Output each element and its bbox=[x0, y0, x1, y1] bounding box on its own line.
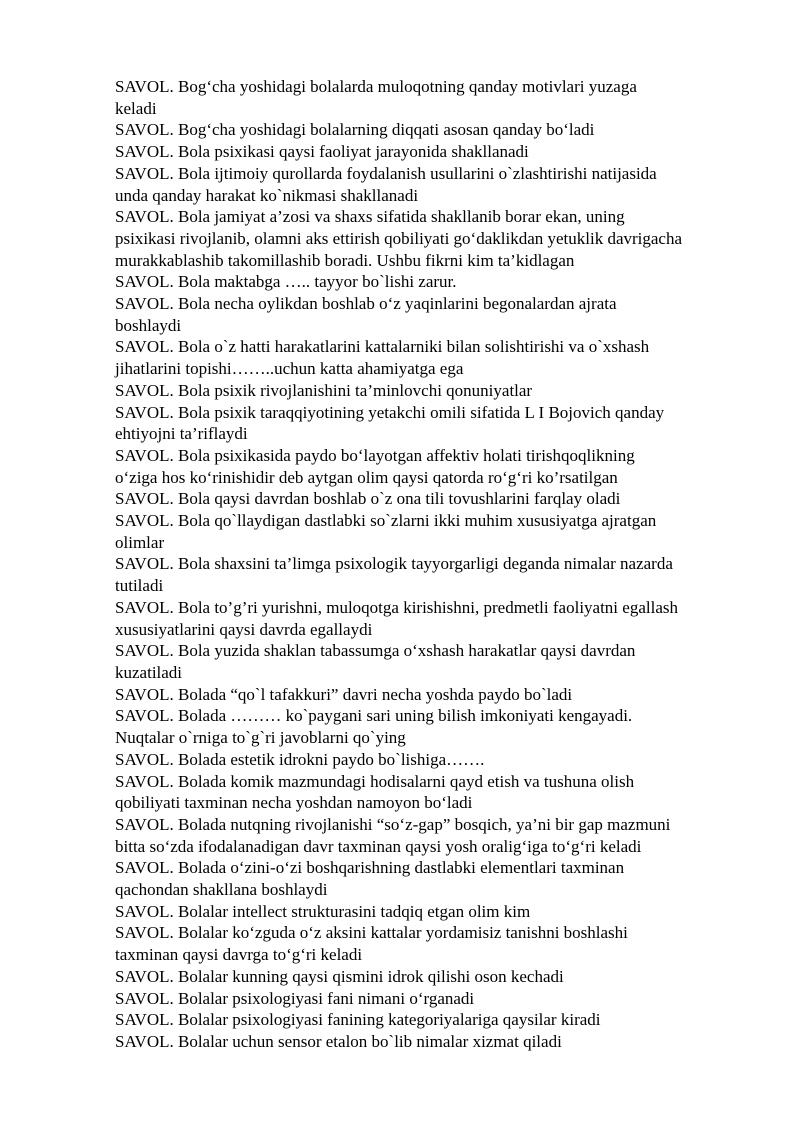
question-text-line: SAVOL. Bola ijtimoiy qurollarda foydalanish usullarini o`zlashtirishi natijasida bbox=[115, 163, 657, 183]
question-text-line: murakkablashib takomillashib boradi. Ushbu fikrni kim ta’kidlagan bbox=[115, 250, 575, 270]
question-text-line: boshlaydi bbox=[115, 315, 182, 335]
question-text-line: SAVOL. Bolada o‘zini-o‘zi boshqarishning dastlabki elementlari taxminan bbox=[115, 858, 625, 878]
question-text-line: SAVOL. Bola jamiyat a’zosi va shaxs sifatida shakllanib borar ekan, uning bbox=[115, 207, 625, 227]
question-text-line: ehtiyojni ta’riflaydi bbox=[115, 424, 248, 444]
question-text-line: qachondan shakllana boshlaydi bbox=[115, 880, 328, 900]
question-text-line: unda qanday harakat ko`nikmasi shakllanadi bbox=[115, 185, 419, 205]
question-text-line: Nuqtalar o`rniga to`g`ri javoblarni qo`ying bbox=[115, 728, 406, 748]
question-text-line: SAVOL. Bolalar uchun sensor etalon bo`lib nimalar xizmat qiladi bbox=[115, 1031, 562, 1051]
question-text-line: keladi bbox=[115, 98, 157, 118]
question-text-line: SAVOL. Bolada nutqning rivojlanishi “so‘z-gap” bosqich, ya’ni bir gap mazmuni bbox=[115, 814, 671, 834]
question-text-line: SAVOL. Bola yuzida shaklan tabassumga o‘xshash harakatlar qaysi davrdan bbox=[115, 641, 636, 661]
question-text-line: SAVOL. Bola shaxsini ta’limga psixologik tayyorgarligi deganda nimalar nazarda bbox=[115, 554, 673, 574]
question-text-line: jihatlarini topishi……..uchun katta ahamiyatga ega bbox=[115, 359, 464, 379]
question-text-line: SAVOL. Bola to’g’ri yurishni, muloqotga kirishishni, predmetli faoliyatni egallash bbox=[115, 597, 678, 617]
question-text-line: tutiladi bbox=[115, 576, 164, 596]
question-text-line: psixikasi rivojlanib, olamni aks ettirish qobiliyati go‘daklikdan yetuklik davrigacha bbox=[115, 228, 683, 248]
question-text-line: SAVOL. Bolalar ko‘zguda o‘z aksini kattalar yordamisiz tanishni boshlashi bbox=[115, 923, 628, 943]
question-text-line: qobiliyati taxminan necha yoshdan namoyon bo‘ladi bbox=[115, 793, 473, 813]
question-list bbox=[115, 76, 745, 1053]
question-text-line: SAVOL. Bola psixikasida paydo bo‘layotgan affektiv holati tirishqoqlikning bbox=[115, 445, 635, 465]
question-text-line: SAVOL. Bola necha oylikdan boshlab o‘z yaqinlarini begonalardan ajrata bbox=[115, 294, 617, 314]
question-text-line: SAVOL. Bolada estetik idrokni paydo bo`lishiga……. bbox=[115, 749, 485, 769]
question-text-line: SAVOL. Bola maktabga ….. tayyor bo`lishi zarur. bbox=[115, 272, 457, 292]
question-text-line: SAVOL. Bola o`z hatti harakatlarini kattalarniki bilan solishtirishi va o`xshash bbox=[115, 337, 650, 357]
question-text-line: SAVOL. Bolalar kunning qaysi qismini idrok qilishi oson kechadi bbox=[115, 966, 564, 986]
question-text-line: bitta so‘zda ifodalanadigan davr taxminan qaysi yosh oralig‘iga to‘g‘ri keladi bbox=[115, 836, 642, 856]
question-text-line: SAVOL. Bolada “qo`l tafakkuri” davri necha yoshda paydo bo`ladi bbox=[115, 684, 573, 704]
question-text-line: o‘ziga hos ko‘rinishidir deb aytgan olim qaysi qatorda ro‘g‘ri ko’rsatilgan bbox=[115, 467, 618, 487]
question-text-line: SAVOL. Bolada ……… ko`paygani sari uning bilish imkoniyati kengayadi. bbox=[115, 706, 633, 726]
question-text-line: SAVOL. Bog‘cha yoshidagi bolalarda muloqotning qanday motivlari yuzaga bbox=[115, 77, 637, 96]
question-text-line: SAVOL. Bola qaysi davrdan boshlab o`z ona tili tovushlarini farqlay oladi bbox=[115, 489, 621, 509]
question-text-line: SAVOL. Bolalar intellect strukturasini tadqiq etgan olim kim bbox=[115, 901, 531, 921]
question-text-line: SAVOL. Bola qo`llaydigan dastlabki so`zlarni ikki muhim xususiyatga ajratgan bbox=[115, 511, 657, 531]
question-text-line: SAVOL. Bola psixikasi qaysi faoliyat jarayonida shakllanadi bbox=[115, 142, 529, 162]
question-text-line: SAVOL. Bola psixik rivojlanishini ta’minlovchi qonuniyatlar bbox=[115, 380, 533, 400]
question-text-line: SAVOL. Bog‘cha yoshidagi bolalarning diqqati asosan qanday bo‘ladi bbox=[115, 120, 595, 140]
question-text-line: kuzatiladi bbox=[115, 662, 183, 682]
question-text-line: SAVOL. Bolalar psixologiyasi fani nimani o‘rganadi bbox=[115, 988, 475, 1008]
question-text-line: taxminan qaysi davrga to‘g‘ri keladi bbox=[115, 945, 363, 965]
question-text-line: SAVOL. Bolalar psixologiyasi fanining kategoriyalariga qaysilar kiradi bbox=[115, 1010, 601, 1030]
question-text-line: SAVOL. Bola psixik taraqqiyotining yetakchi omili sifatida L I Bojovich qanday bbox=[115, 402, 665, 422]
question-text-line: xususiyatlarini qaysi davrda egallaydi bbox=[115, 619, 373, 639]
question-text-line: SAVOL. Bolada komik mazmundagi hodisalarni qayd etish va tushuna olish bbox=[115, 771, 635, 791]
question-text-line: olimlar bbox=[115, 532, 165, 552]
